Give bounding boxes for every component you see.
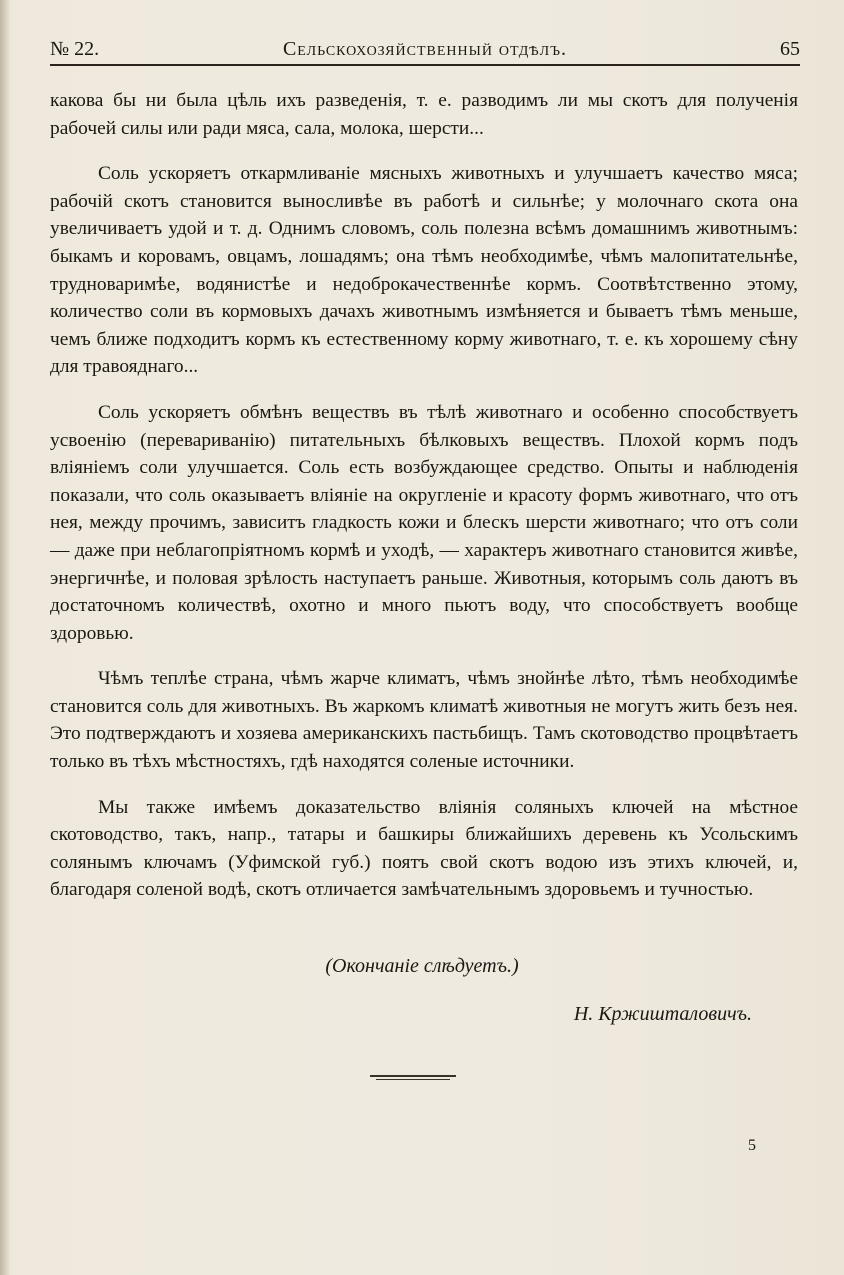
paragraph-2: Соль ускоряетъ откармливаніе мясныхъ животныхъ и улучшаетъ качество мяса; рабочій скотъ становится выносливѣе въ работѣ и сильнѣе; у молочнаго скота она увеличиваетъ удой и т. д. Однимъ словомъ, соль полезна всѣмъ домашнимъ животнымъ: быкамъ и коровамъ, овцамъ, лошадямъ; она тѣмъ необходимѣе, чѣмъ малопитательнѣе, трудноваримѣе, водянистѣе и недоброкачественнѣе кормъ. Соотвѣтственно этому, количество соли въ кормовыхъ дачахъ животнымъ измѣняется и бываетъ тѣмъ меньше, чемъ ближе подходитъ кормъ къ естественному корму животнаго, т. е. къ хорошему сѣну для травояднаго... [50, 163, 798, 378]
page-number: 65 [780, 38, 800, 60]
page-edge-shadow [0, 0, 10, 1275]
article-body [50, 87, 798, 922]
end-ornament-rule [370, 1075, 456, 1081]
issue-number: № 22. [50, 38, 100, 60]
section-title: Сельскохозяйственный отдѣлъ. [282, 38, 568, 60]
paragraph-3: Соль ускоряетъ обмѣнъ веществъ въ тѣлѣ животнаго и особенно способствуетъ усвоенію (перевариванію) питательныхъ бѣлковыхъ веществъ. Плохой кормъ подъ вліяніемъ соли улучшается. Соль есть возбуждающее средство. Опыты и наблюденія показали, что соль оказываетъ вліяніе на округленіе и красоту формъ животнаго, что отъ нея, между прочимъ, зависитъ гладкость кожи и блескъ шерсти животнаго; что отъ соли — даже при неблагопріятномъ кормѣ и уходѣ, — характеръ животнаго становится живѣе, энергичнѣе, и половая зрѣлость наступаетъ раньше. Животныя, которымъ соль даютъ въ достаточномъ количествѣ, охотно и много пьютъ воду, что способствуетъ вообще здоровью. [50, 401, 798, 644]
paragraph-5: Мы также имѣемъ доказательство вліянія соляныхъ ключей на мѣстное скотоводство, такъ, напр., татары и башкиры ближайшихъ деревень къ Усольскимъ солянымъ ключамъ (Уфимской губ.) поятъ свой скотъ водою изъ этихъ ключей, и, благодаря соленой водѣ, скотъ отличается замѣчательнымъ здоровьемъ и тучностью. [50, 796, 798, 901]
printer-signature-mark: 5 [748, 1137, 756, 1154]
paragraph-1: какова бы ни была цѣль ихъ разведенія, т. е. разводимъ ли мы скотъ для полученія рабочей силы или ради мяса, сала, молока, шерсти... [50, 90, 798, 139]
author-signature: Н. Кржишталовичъ. [573, 1003, 752, 1025]
continuation-note: (Окончаніе слѣдуетъ.) [325, 955, 519, 977]
header-rule [50, 64, 800, 66]
ornament-line-top [370, 1075, 456, 1077]
ornament-line-bottom [376, 1079, 450, 1080]
paragraph-4: Чѣмъ теплѣе страна, чѣмъ жарче климатъ, чѣмъ знойнѣе лѣто, тѣмъ необходимѣе становится соль для животныхъ. Въ жаркомъ климатѣ животныя не могутъ жить безъ нея. Это подтверждаютъ и хозяева американскихъ пастьбищъ. Тамъ скотоводство процвѣтаетъ только въ тѣхъ мѣстностяхъ, гдѣ находятся соленые источники. [50, 668, 798, 773]
